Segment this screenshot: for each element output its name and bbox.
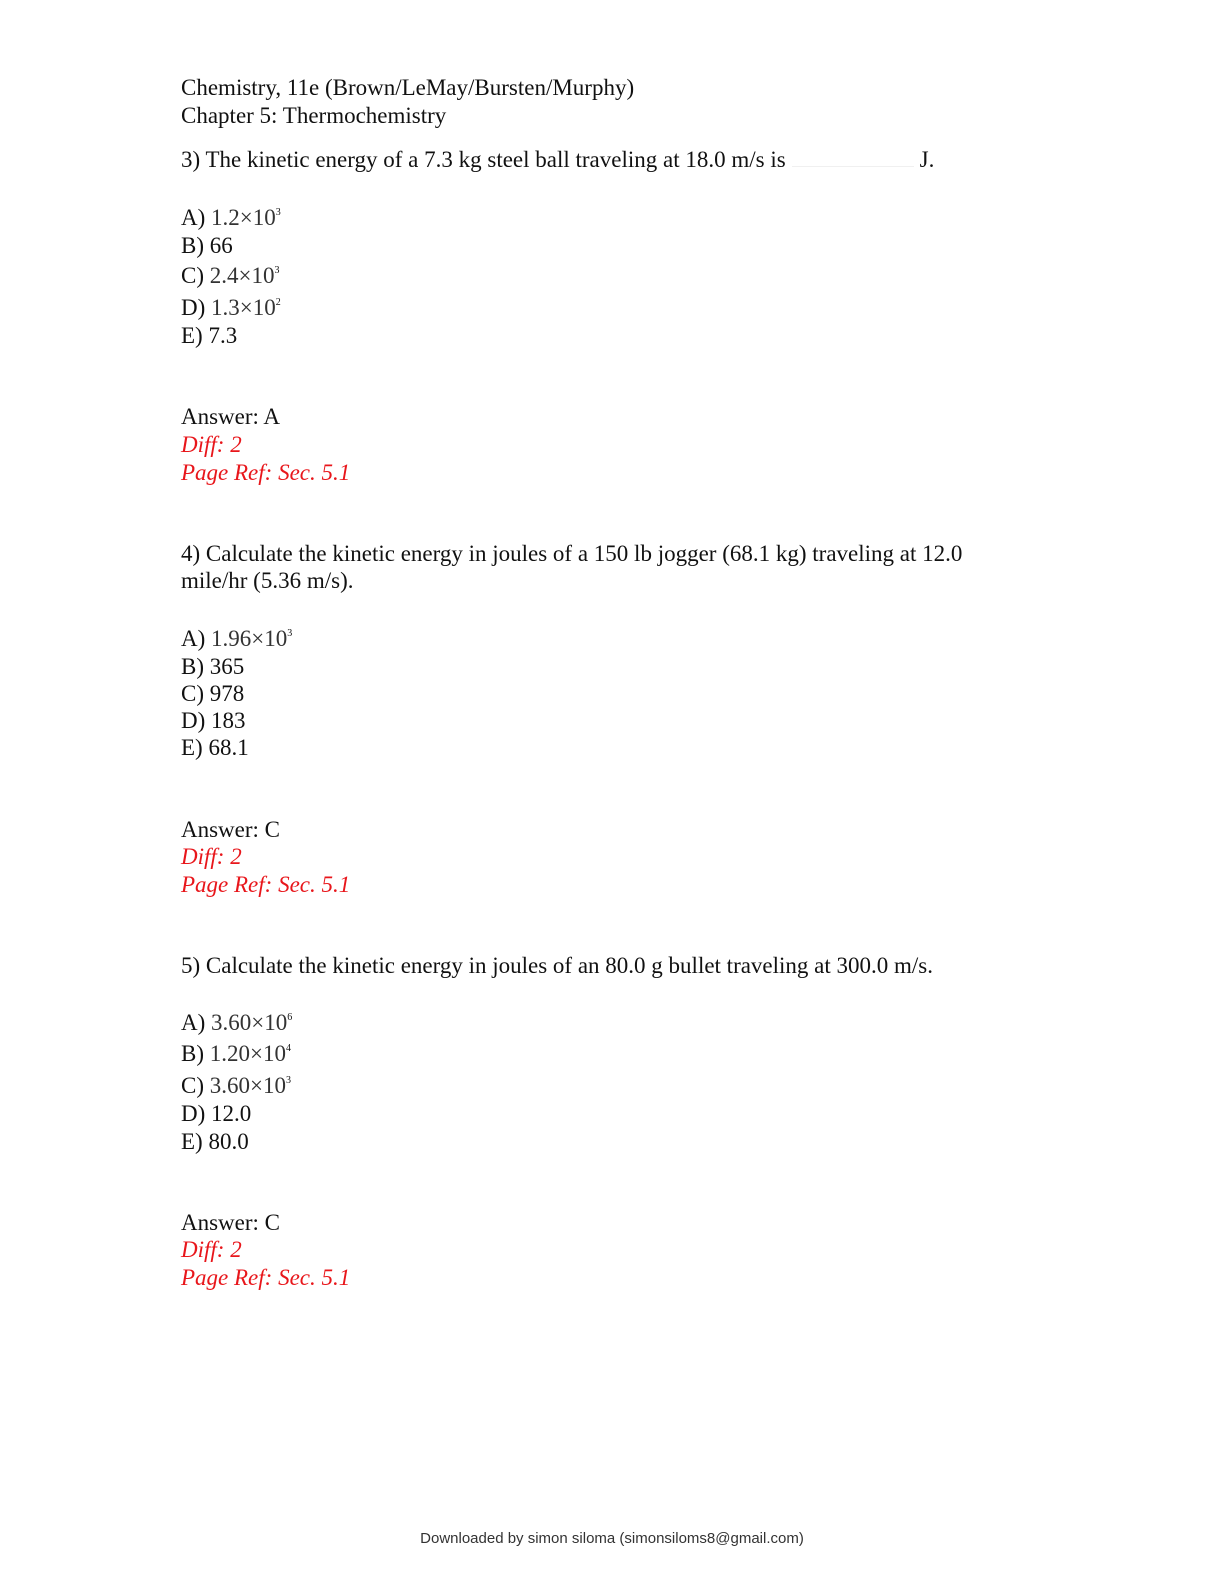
question-3-option-e [181, 322, 237, 350]
option-exponent: 6 [287, 1012, 293, 1023]
option-times-ten: ×10 [250, 1073, 286, 1098]
book-title: Chemistry, 11e (Brown/LeMay/Bursten/Murphy) [181, 75, 635, 100]
question-5-answer: Answer: C [181, 1210, 281, 1235]
answer-blank [792, 146, 914, 167]
question-4-option-c [181, 680, 244, 708]
option-mantissa: 3.60 [209, 1073, 250, 1098]
option-letter: D) [181, 1101, 206, 1126]
question-3-option-b [181, 232, 233, 260]
option-letter: C) [181, 1073, 204, 1098]
option-exponent: 3 [274, 265, 280, 276]
question-3-stem-unit: J. [919, 147, 935, 172]
option-value: 978 [209, 681, 245, 706]
option-value: 68.1 [208, 735, 249, 760]
option-value: 66 [209, 233, 233, 258]
option-letter: B) [181, 233, 204, 258]
option-value: 12.0 [211, 1101, 252, 1126]
option-value: 183 [211, 708, 246, 733]
question-4-answer: Answer: C [181, 817, 281, 842]
question-4-stem-line-2: mile/hr (5.36 m/s). [181, 568, 354, 593]
option-value: 7.3 [208, 323, 238, 348]
option-letter: A) [181, 1010, 206, 1035]
option-times-ten: ×10 [239, 295, 276, 320]
option-letter: A) [181, 626, 206, 651]
question-4-diff: Diff: 2 [181, 844, 242, 869]
question-3-option-a [181, 204, 281, 232]
option-times-ten: ×10 [238, 263, 275, 288]
question-4-option-e [181, 734, 249, 762]
option-exponent: 3 [285, 1075, 291, 1086]
question-5-option-b [181, 1040, 291, 1068]
option-value: 365 [209, 654, 245, 679]
option-letter: E) [181, 1129, 203, 1154]
question-5-option-a [181, 1009, 292, 1037]
question-5-option-c [181, 1072, 291, 1100]
option-times-ten: ×10 [251, 626, 288, 651]
option-mantissa: 1.96 [211, 626, 252, 651]
option-exponent: 3 [275, 207, 281, 218]
chapter-title: Chapter 5: Thermochemistry [181, 103, 447, 128]
option-letter: E) [181, 735, 203, 760]
question-5-diff: Diff: 2 [181, 1237, 242, 1262]
question-4-option-b [181, 653, 244, 681]
option-mantissa: 1.2 [211, 205, 240, 230]
question-4-option-d [181, 707, 246, 735]
question-3-stem [181, 146, 934, 174]
option-letter: D) [181, 295, 206, 320]
option-letter: B) [181, 1041, 204, 1066]
question-5-page-ref: Page Ref: Sec. 5.1 [181, 1265, 351, 1290]
option-times-ten: ×10 [239, 205, 276, 230]
option-letter: C) [181, 263, 204, 288]
question-4-page-ref: Page Ref: Sec. 5.1 [181, 872, 351, 897]
question-3-stem-text: 3) The kinetic energy of a 7.3 kg steel ball traveling at 18.0 m/s is [181, 147, 786, 172]
option-letter: D) [181, 708, 206, 733]
question-5-stem: 5) Calculate the kinetic energy in joules of an 80.0 g bullet traveling at 300.0 m/s. [181, 953, 934, 978]
option-mantissa: 2.4 [209, 263, 239, 288]
option-exponent: 2 [275, 297, 281, 308]
option-letter: C) [181, 681, 204, 706]
option-times-ten: ×10 [251, 1010, 288, 1035]
option-letter: A) [181, 205, 206, 230]
question-4-stem-line-1: 4) Calculate the kinetic energy in joules of a 150 lb jogger (68.1 kg) traveling at 12.0 [181, 541, 963, 566]
option-letter: E) [181, 323, 203, 348]
question-3-option-c [181, 262, 279, 290]
question-5-option-e [181, 1128, 249, 1156]
question-3-option-d [181, 294, 281, 322]
option-mantissa: 1.20 [209, 1041, 250, 1066]
question-3-diff: Diff: 2 [181, 432, 242, 457]
option-value: 80.0 [208, 1129, 249, 1154]
download-footer: Downloaded by simon siloma (simonsiloms8@gmail.com) [420, 1530, 804, 1547]
question-4-option-a [181, 625, 292, 653]
option-exponent: 3 [287, 628, 293, 639]
question-3-page-ref: Page Ref: Sec. 5.1 [181, 460, 351, 485]
question-5-option-d [181, 1100, 251, 1128]
option-times-ten: ×10 [250, 1041, 286, 1066]
option-letter: B) [181, 654, 204, 679]
option-mantissa: 3.60 [211, 1010, 252, 1035]
option-exponent: 4 [285, 1043, 291, 1054]
question-3-answer: Answer: A [181, 404, 281, 429]
option-mantissa: 1.3 [211, 295, 240, 320]
